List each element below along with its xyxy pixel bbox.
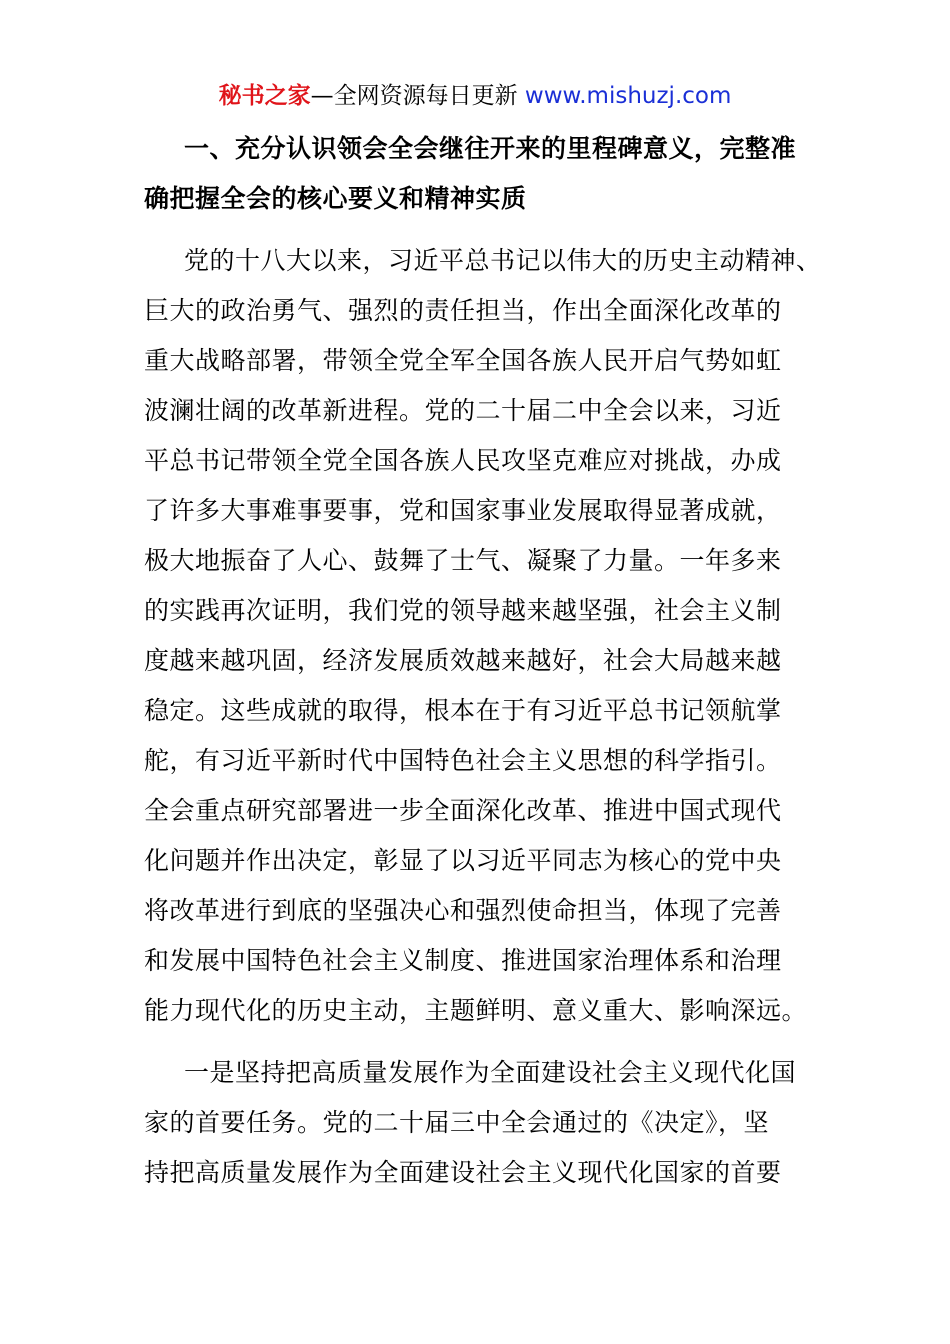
paragraph-2 — [144, 1048, 808, 1198]
paragraph-line: 一是坚持把高质量发展作为全面建设社会主义现代化国 — [184, 1058, 797, 1087]
paragraph-line: 重大战略部署，带领全党全军全国各族人民开启气势如虹 — [144, 346, 782, 375]
paragraph-line: 和发展中国特色社会主义制度、推进国家治理体系和治理 — [144, 946, 782, 975]
paragraph-line: 了许多大事难事要事，党和国家事业发展取得显著成就， — [144, 496, 782, 525]
paragraph-line: 党的十八大以来，习近平总书记以伟大的历史主动精神、 — [184, 246, 822, 275]
paragraph-line: 舵，有习近平新时代中国特色社会主义思想的科学指引。 — [144, 746, 782, 775]
paragraph-line: 全会重点研究部署进一步全面深化改革、推进中国式现代 — [144, 796, 782, 825]
header-tagline: —全网资源每日更新 — [310, 83, 525, 109]
paragraph-line: 能力现代化的历史主动，主题鲜明、意义重大、影响深远。 — [144, 996, 808, 1025]
paragraph-line: 巨大的政治勇气、强烈的责任担当，作出全面深化改革的 — [144, 296, 782, 325]
section-heading — [144, 124, 808, 224]
paragraph-line: 度越来越巩固，经济发展质效越来越好，社会大局越来越 — [144, 646, 782, 675]
paragraph-line: 家的首要任务。党的二十届三中全会通过的《决定》，坚 — [144, 1108, 770, 1137]
site-url-link[interactable]: www.mishuzj.com — [524, 83, 732, 109]
paragraph-line: 化问题并作出决定，彰显了以习近平同志为核心的党中央 — [144, 846, 782, 875]
paragraph-1 — [144, 236, 822, 1036]
site-header — [0, 80, 950, 112]
paragraph-line: 的实践再次证明，我们党的领导越来越坚强，社会主义制 — [144, 596, 782, 625]
paragraph-line: 将改革进行到底的坚强决心和强烈使命担当，体现了完善 — [144, 896, 782, 925]
paragraph-line: 平总书记带领全党全国各族人民攻坚克难应对挑战，办成 — [144, 446, 782, 475]
paragraph-line: 波澜壮阔的改革新进程。党的二十届二中全会以来，习近 — [144, 396, 782, 425]
document-body — [144, 124, 822, 1198]
heading-line: 一、充分认识领会全会继往开来的里程碑意义，完整准 — [184, 134, 797, 163]
paragraph-line: 稳定。这些成就的取得，根本在于有习近平总书记领航掌 — [144, 696, 782, 725]
brand-name: 秘书之家 — [218, 83, 311, 109]
paragraph-line: 持把高质量发展作为全面建设社会主义现代化国家的首要 — [144, 1158, 782, 1187]
paragraph-line: 极大地振奋了人心、鼓舞了士气、凝聚了力量。一年多来 — [144, 546, 782, 575]
heading-line: 确把握全会的核心要义和精神实质 — [144, 184, 527, 213]
